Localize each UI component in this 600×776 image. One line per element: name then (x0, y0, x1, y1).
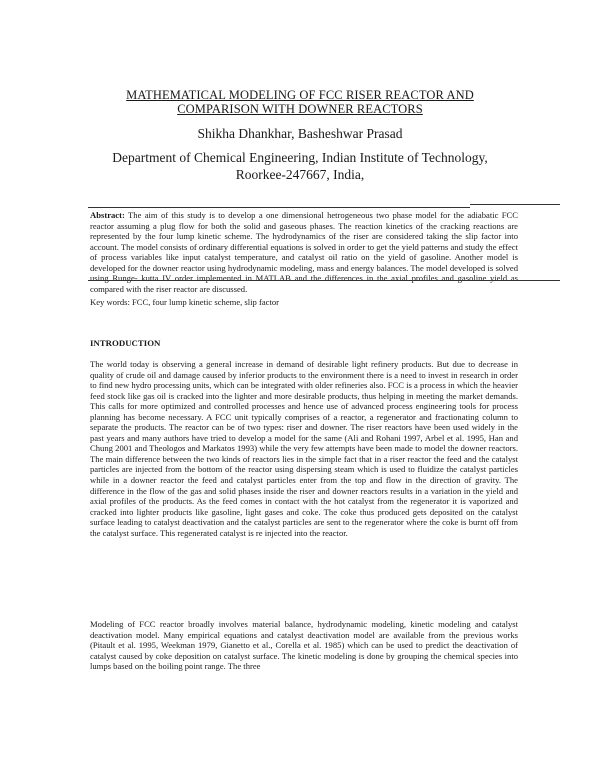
affiliation-line-1: Department of Chemical Engineering, Indian Institute of Technology, (112, 150, 488, 165)
paper-title-line-2: COMPARISON WITH DOWNER REACTORS (177, 102, 423, 116)
paper-affiliation (90, 150, 510, 183)
affiliation-line-2: Roorkee-247667, India, (235, 166, 365, 182)
abstract-top-rule (88, 207, 470, 208)
paper-title (60, 88, 540, 116)
abstract-text: The aim of this study is to develop a one dimensional hetrogeneous two phase model for the adiabatic FCC reactor assuming a plug flow for both the solid and gaseous phases. The reaction kinetics of the cracking reactions are represented by the four lump kinetic scheme. The hydrodynamics of the riser are considered taking the slip factor into account. The model consists of ordinary differential equations is solved in order to get the yield patterns and study the effect of process variables like input catalyst temperature, and catalyst oil ratio on the yield of gasoline. Another model is developed for the downer reactor using hydrodynamic modeling, mass and energy balances. The model developed is solved using Runge- kutta IV order implemented in MATLAB and the differences in the axial profiles and gasoline yield as compared with the riser reactor are discussed. (90, 210, 518, 294)
introduction-paragraph-2: Modeling of FCC reactor broadly involves material balance, hydrodynamic modeling, kinetic modeling and catalyst deactivation model. Many empirical equations and catalyst deactivation model are available from the previous works (Pitault et al. 1995, Weekman 1979, Gianetto et al., Corella et al. 1985) which can be used to predict the deactivation of catalyst caused by coke deposition on catalyst surface. The kinetic modeling is done by grouping the chemical species into lumps based on the boiling point range. The three (90, 619, 518, 672)
keywords: Key words: FCC, four lump kinetic scheme, slip factor (90, 297, 280, 307)
abstract-label: Abstract: (90, 210, 125, 220)
introduction-heading: INTRODUCTION (90, 338, 161, 348)
abstract (90, 210, 518, 294)
paper-authors: Shikha Dhankhar, Basheshwar Prasad (197, 126, 403, 141)
abstract-top-rule-right (470, 204, 560, 205)
paper-title-line-1: MATHEMATICAL MODELING OF FCC RISER REACTOR AND (126, 88, 474, 102)
abstract-bottom-rule (88, 280, 560, 281)
introduction-paragraph-1: The world today is observing a general increase in demand of desirable light refinery products. But due to decrease in quality of crude oil and damage caused by inferior products to the environment there is a need to invest in research in order to find new hydro processing units, which can be integrated with older refineries also. FCC is a process in which the heavier feed stock like gas oil is cracked into the lighter and more desirable products, thus helping in meeting the market demands. This calls for more optimized and controlled processes and hence use of advanced process engineering tools for process planning has become necessary. A FCC unit typically comprises of a reactor, a regenerator and fractionating column to separate the products. The reactor can be of two types: riser and downer. The riser reactors have been used widely in the past years and many authors have tried to develop a model for the same (Ali and Rohani 1997, Arbel et al. 1995, Han and Chung 2001 and Theologos and Markatos 1993) while the very few attempts have been made to model the downer reactors. The main difference between the two kinds of reactors lies in the simple fact that in a riser reactor the feed and the catalyst particles are injected from the bottom of the reactor using dispersing steam which is used to fluidize the catalyst particles while in a downer reactor the feed and catalyst particles enter from the top and flow in the direction of gravity. The difference in the flow of the gas and solid phases inside the riser and downer reactors results in a variation in the yield and axial profiles of the products. As the feed comes in contact with the hot catalyst from the regenerator it is vaporized and cracked into lighter products like gasoline, light gases and coke. The coke thus produced gets deposited on the catalyst surface leading to catalyst deactivation and the catalyst particles are sent to the regenerator where the coke is burnt off from the catalyst surface. This regenerated catalyst is re injected into the reactor. (90, 359, 518, 538)
